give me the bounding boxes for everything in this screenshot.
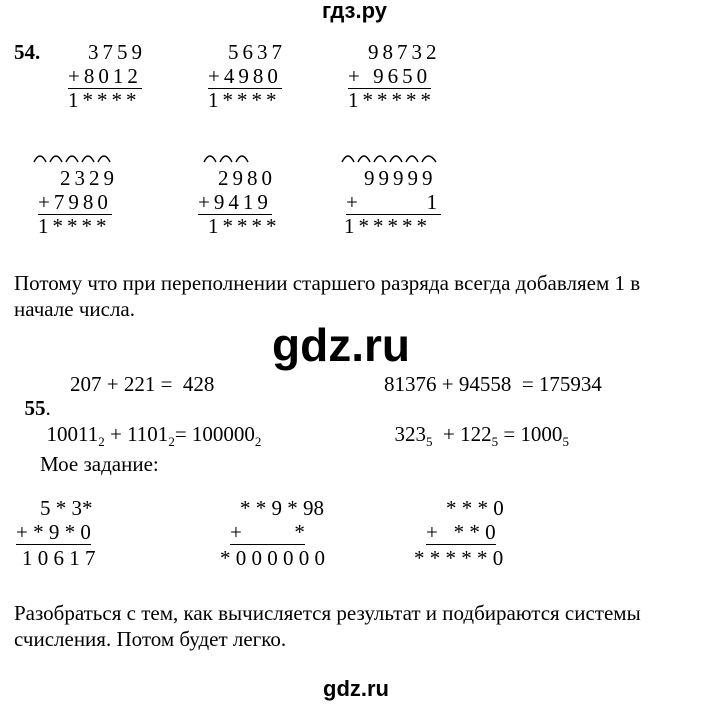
addition-2a-result: 1****	[38, 214, 111, 238]
addition-2a-top: 2329	[60, 166, 118, 190]
task-54-explanation: Потому что при переполнении старшего разряда всегда добавляем 1 в начале числа.	[14, 271, 641, 321]
equation-decimal-small: 207 + 221 = 428	[70, 372, 215, 396]
addition-2c-addend: + 1	[346, 190, 442, 214]
addition-1c-addend: + 9650	[348, 64, 432, 88]
binary-a-base: 2	[98, 434, 105, 450]
base5-result-base: 5	[562, 434, 569, 450]
addition-1a-addend: +8012	[68, 64, 142, 88]
base5-a-base: 5	[426, 434, 433, 450]
carry-marks-2a	[32, 148, 112, 166]
addition-1a-top: 3759	[88, 40, 146, 64]
addition-1b-addend: +4980	[208, 64, 282, 88]
my-task-label: Мое задание:	[40, 452, 159, 476]
addition-2b-top: 2980	[218, 166, 276, 190]
binary-result: = 100000	[174, 422, 255, 446]
binary-b-base: 2	[168, 434, 175, 450]
puzzle-1-addend: + * 9 * 0	[16, 520, 91, 544]
binary-a: 10011	[46, 422, 99, 446]
base5-result: = 1000	[498, 422, 563, 446]
addition-2b-result: 1****	[208, 214, 281, 238]
base5-b: + 122	[432, 422, 492, 446]
puzzle-2-result: * 0 0 0 0 0 0	[220, 546, 325, 570]
puzzle-3-addend: + * * 0	[426, 520, 496, 544]
base5-a: 323	[394, 422, 426, 446]
equation-decimal-large: 81376 + 94558 = 175934	[384, 372, 602, 396]
task-55-number: 55.	[24, 396, 51, 420]
puzzle-3-top: * * * 0	[446, 496, 504, 520]
task-55-explanation: Разобраться с тем, как вычисляется результат и подбираются системы счисления. Потом будет легко.	[14, 601, 641, 651]
puzzle-1-result: 1 0 6 1 7	[22, 546, 96, 570]
carry-marks-2b	[202, 148, 252, 166]
addition-1b-result: 1****	[208, 88, 281, 112]
puzzle-3-result: * * * * * 0	[414, 546, 504, 570]
binary-result-base: 2	[254, 434, 262, 450]
watermark-middle: gdz.ru	[272, 319, 410, 371]
addition-1b-top: 5637	[228, 40, 286, 64]
watermark-bottom: gdz.ru	[323, 676, 389, 701]
task-55-label: 55	[24, 396, 46, 420]
puzzle-2-addend: + *	[230, 520, 305, 544]
task-54-number: 54.	[14, 40, 41, 64]
addition-1c-top: 98732	[368, 40, 441, 64]
puzzle-1-top: 5 * 3*	[40, 496, 93, 520]
addition-2b-addend: +9419	[198, 190, 272, 214]
addition-1c-result: 1*****	[348, 88, 435, 112]
addition-1a-result: 1****	[68, 88, 141, 112]
addition-2c-result: 1*****	[344, 214, 431, 238]
equation-base5	[384, 398, 569, 454]
base5-b-base: 5	[491, 434, 499, 450]
addition-2a-addend: +7980	[38, 190, 112, 214]
addition-2c-top: 99999	[364, 166, 437, 190]
puzzle-2-top: * * 9 * 98	[240, 496, 324, 520]
carry-marks-2c	[340, 148, 440, 166]
binary-b: + 1101	[104, 422, 169, 446]
equation-binary	[36, 398, 261, 454]
watermark-top: гдз.ру	[322, 0, 387, 23]
